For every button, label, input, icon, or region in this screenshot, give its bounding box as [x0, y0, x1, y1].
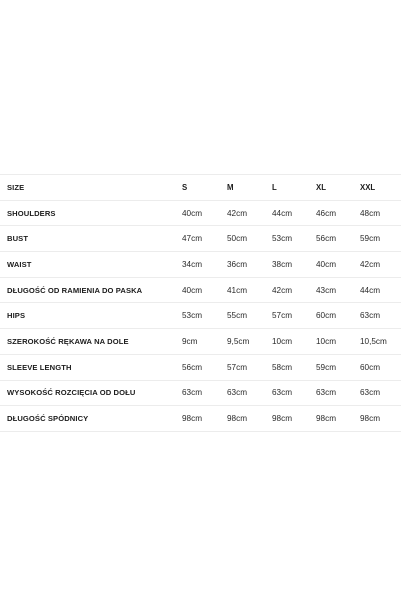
table-row — [0, 329, 401, 355]
table-row — [0, 303, 401, 329]
header-size-s: S — [182, 175, 227, 201]
table-row — [0, 380, 401, 406]
cell-value: 60cm — [360, 354, 401, 380]
cell-value: 98cm — [227, 406, 272, 432]
cell-value: 98cm — [182, 406, 227, 432]
cell-value: 98cm — [360, 406, 401, 432]
cell-value: 42cm — [360, 252, 401, 278]
row-label: WAIST — [0, 252, 182, 278]
cell-value: 59cm — [360, 226, 401, 252]
table-row — [0, 277, 401, 303]
cell-value: 53cm — [272, 226, 316, 252]
cell-value: 10,5cm — [360, 329, 401, 355]
cell-value: 43cm — [316, 277, 360, 303]
table-row — [0, 354, 401, 380]
cell-value: 10cm — [316, 329, 360, 355]
cell-value: 40cm — [182, 277, 227, 303]
row-label: SLEEVE LENGTH — [0, 354, 182, 380]
cell-value: 56cm — [182, 354, 227, 380]
cell-value: 10cm — [272, 329, 316, 355]
cell-value: 60cm — [316, 303, 360, 329]
cell-value: 46cm — [316, 200, 360, 226]
cell-value: 42cm — [227, 200, 272, 226]
cell-value: 48cm — [360, 200, 401, 226]
cell-value: 42cm — [272, 277, 316, 303]
cell-value: 63cm — [360, 380, 401, 406]
cell-value: 57cm — [272, 303, 316, 329]
header-size-label: SIZE — [0, 175, 182, 201]
header-size-m: M — [227, 175, 272, 201]
cell-value: 58cm — [272, 354, 316, 380]
cell-value: 59cm — [316, 354, 360, 380]
row-label: SZEROKOŚĆ RĘKAWA NA DOLE — [0, 329, 182, 355]
cell-value: 40cm — [182, 200, 227, 226]
table-row — [0, 226, 401, 252]
cell-value: 63cm — [272, 380, 316, 406]
cell-value: 63cm — [182, 380, 227, 406]
row-label: SHOULDERS — [0, 200, 182, 226]
cell-value: 63cm — [360, 303, 401, 329]
cell-value: 98cm — [272, 406, 316, 432]
row-label: DŁUGOŚĆ SPÓDNICY — [0, 406, 182, 432]
cell-value: 98cm — [316, 406, 360, 432]
cell-value: 34cm — [182, 252, 227, 278]
table-row — [0, 200, 401, 226]
table-row — [0, 252, 401, 278]
cell-value: 41cm — [227, 277, 272, 303]
cell-value: 63cm — [227, 380, 272, 406]
row-label: BUST — [0, 226, 182, 252]
cell-value: 55cm — [227, 303, 272, 329]
cell-value: 47cm — [182, 226, 227, 252]
row-label: HIPS — [0, 303, 182, 329]
table-row — [0, 406, 401, 432]
cell-value: 9,5cm — [227, 329, 272, 355]
cell-value: 63cm — [316, 380, 360, 406]
cell-value: 38cm — [272, 252, 316, 278]
cell-value: 53cm — [182, 303, 227, 329]
cell-value: 50cm — [227, 226, 272, 252]
cell-value: 44cm — [272, 200, 316, 226]
cell-value: 36cm — [227, 252, 272, 278]
cell-value: 44cm — [360, 277, 401, 303]
size-chart-table — [0, 174, 401, 432]
row-label: WYSOKOŚĆ ROZCIĘCIA OD DOŁU — [0, 380, 182, 406]
row-label: DŁUGOŚĆ OD RAMIENIA DO PASKA — [0, 277, 182, 303]
cell-value: 9cm — [182, 329, 227, 355]
cell-value: 56cm — [316, 226, 360, 252]
cell-value: 40cm — [316, 252, 360, 278]
header-size-xl: XL — [316, 175, 360, 201]
table-header-row — [0, 175, 401, 201]
header-size-xxl: XXL — [360, 175, 401, 201]
cell-value: 57cm — [227, 354, 272, 380]
header-size-l: L — [272, 175, 316, 201]
